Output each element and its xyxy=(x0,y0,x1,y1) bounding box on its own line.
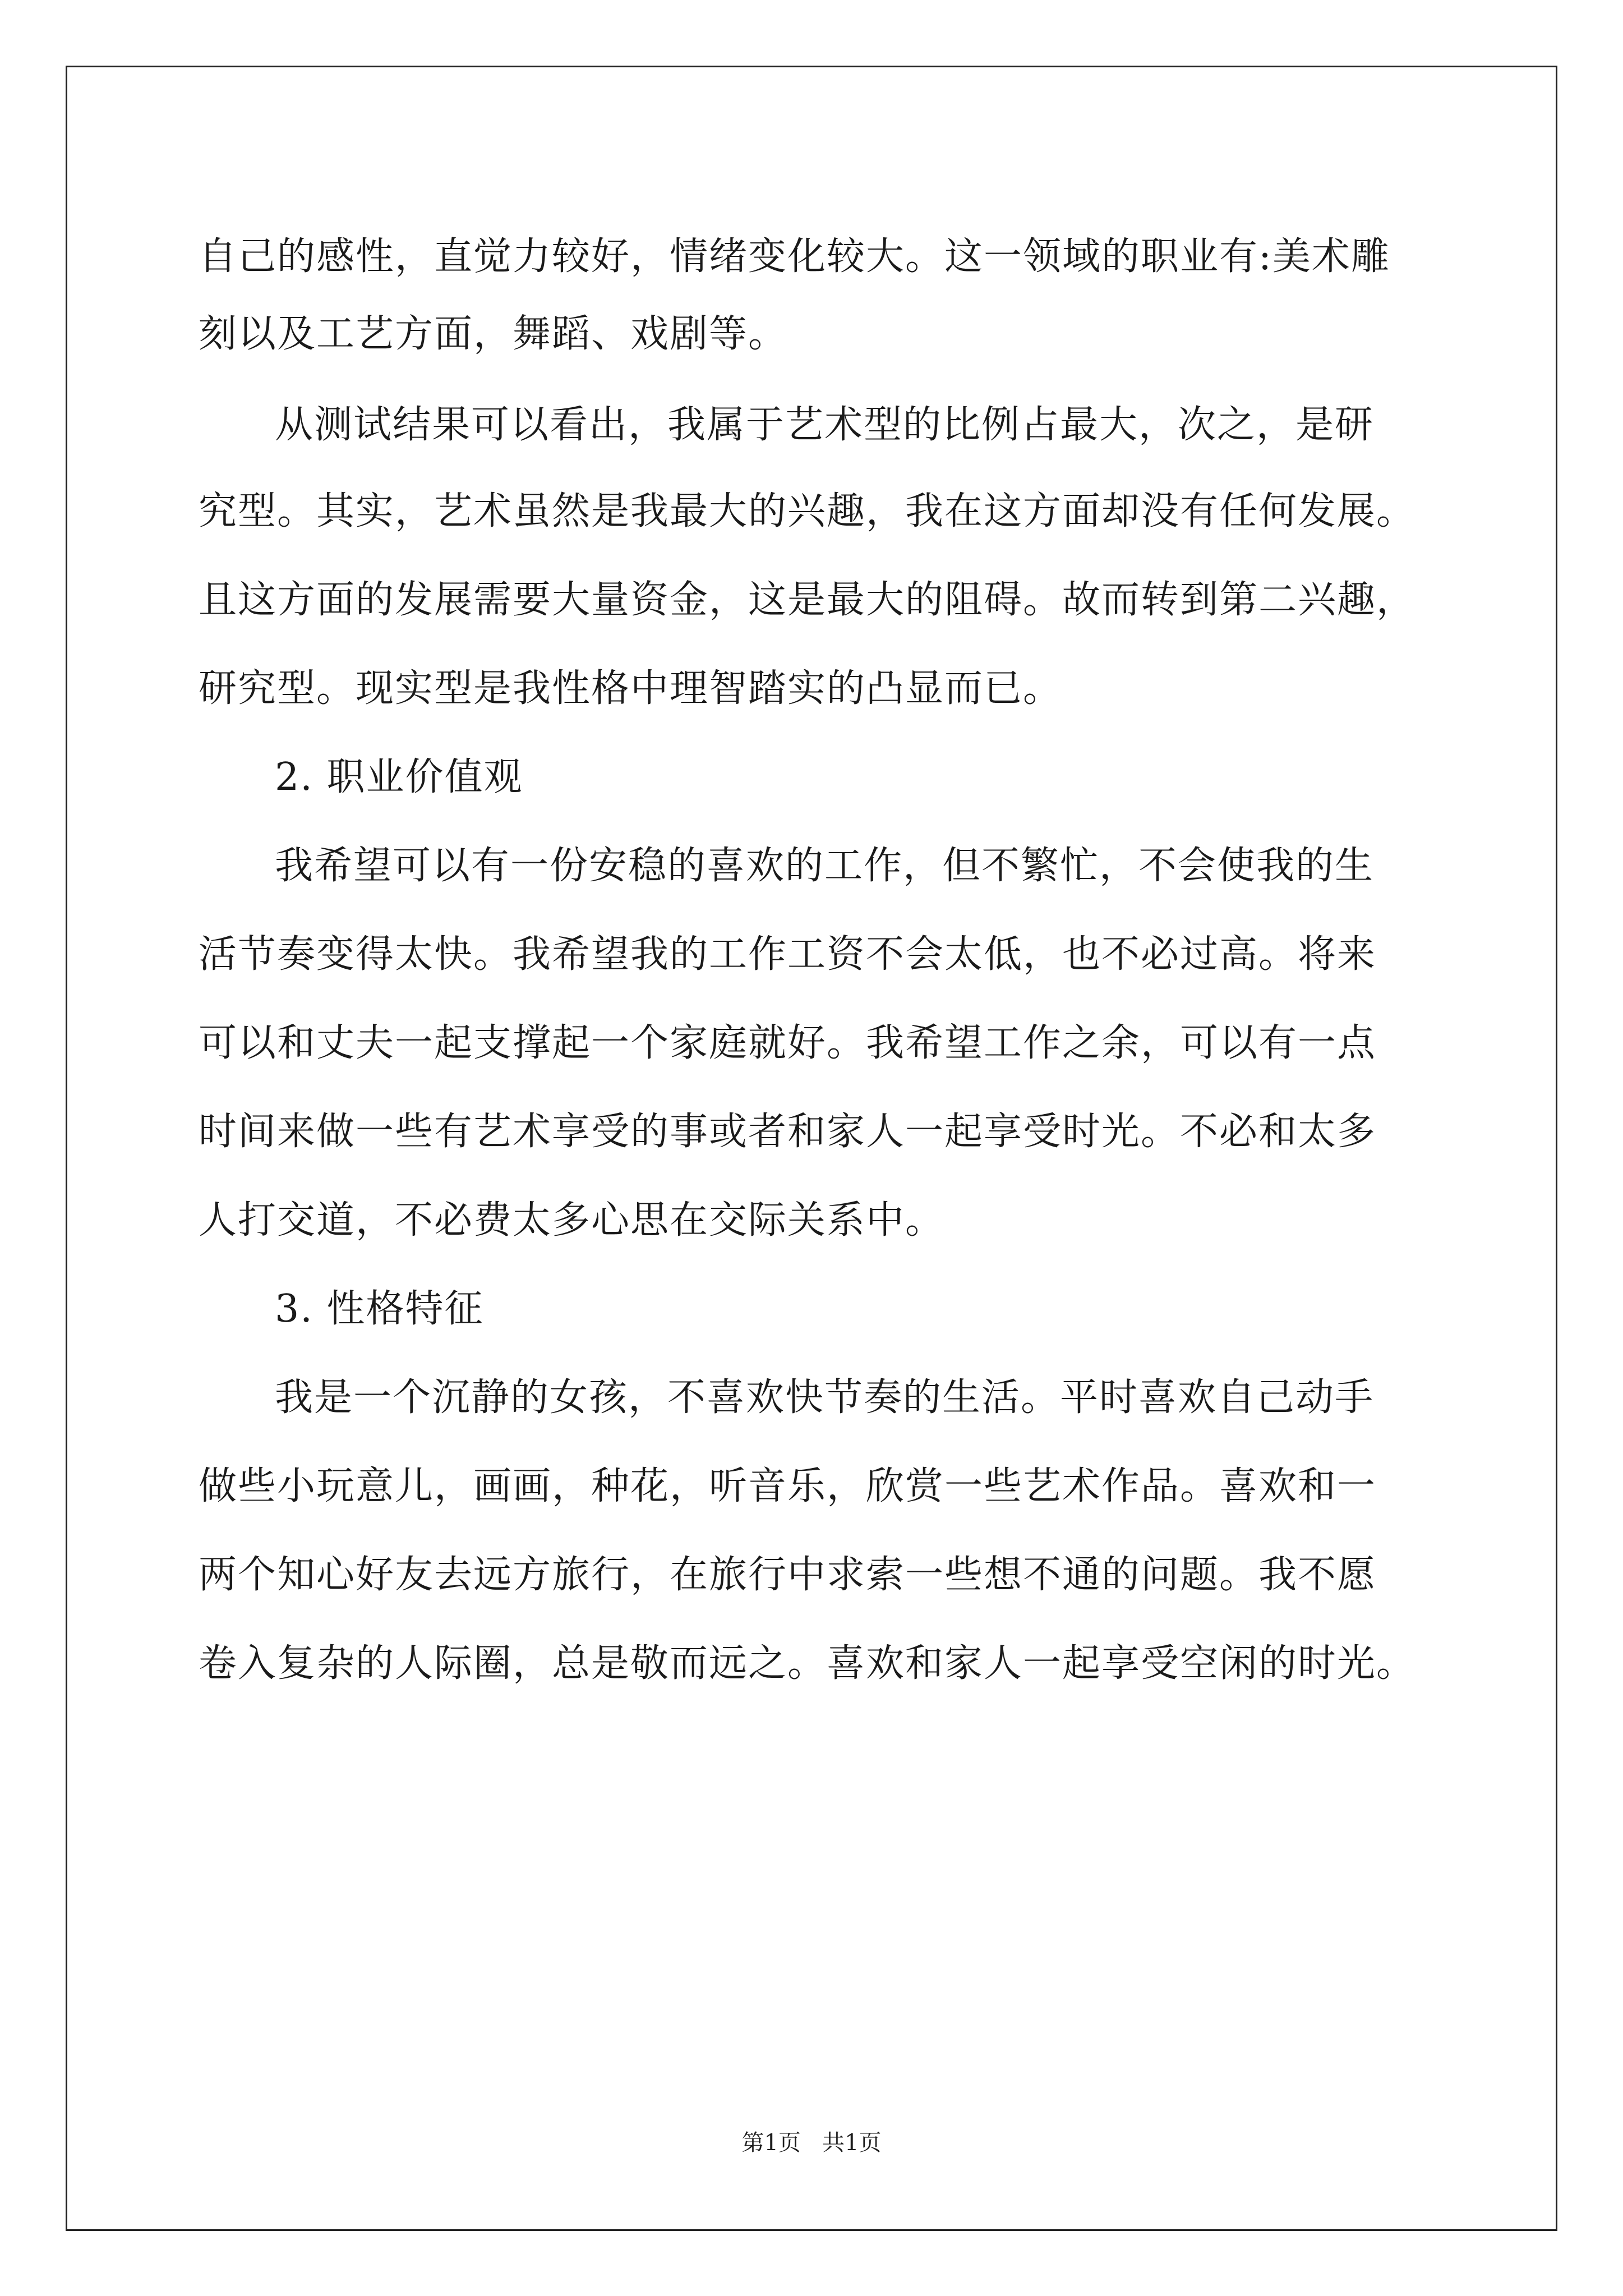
paragraph-start-line: 我希望可以有一份安稳的喜欢的工作，但不繁忙，不会使我的生 xyxy=(275,844,1375,888)
text-line: 人打交道，不必费太多心思在交际关系中。 xyxy=(199,1198,945,1243)
text-line: 做些小玩意儿，画画，种花，听音乐，欣赏一些艺术作品。喜欢和一 xyxy=(199,1464,1377,1508)
text-line: 可以和丈夫一起支撑起一个家庭就好。我希望工作之余，可以有一点 xyxy=(199,1021,1377,1065)
text-line: 卷入复杂的人际圈，总是敬而远之。喜欢和家人一起享受空闲的时光。 xyxy=(199,1641,1416,1686)
paragraph-start-line: 从测试结果可以看出，我属于艺术型的比例占最大，次之，是研 xyxy=(275,403,1375,447)
text-line: 自己的感性，直觉力较好，情绪变化较大。这一领域的职业有:美术雕 xyxy=(199,234,1390,279)
text-line: 活节奏变得太快。我希望我的工作工资不会太低，也不必过高。将来 xyxy=(199,932,1377,977)
text-line: 且这方面的发展需要大量资金，这是最大的阻碍。故而转到第二兴趣， xyxy=(199,578,1416,622)
section-heading: 2. 职业价值观 xyxy=(275,755,523,799)
section-heading: 3. 性格特征 xyxy=(275,1287,484,1331)
paragraph-start-line: 我是一个沉静的女孩，不喜欢快节奏的生活。平时喜欢自己动手 xyxy=(275,1375,1375,1420)
text-line: 究型。其实，艺术虽然是我最大的兴趣，我在这方面却没有任何发展。 xyxy=(199,489,1416,533)
page-footer: 第1页 共1页 xyxy=(741,2130,882,2156)
text-line: 时间来做一些有艺术享受的事或者和家人一起享受时光。不必和太多 xyxy=(199,1110,1377,1154)
text-line: 刻以及工艺方面，舞蹈、戏剧等。 xyxy=(199,312,788,356)
text-line: 研究型。现实型是我性格中理智踏实的凸显而已。 xyxy=(199,666,1063,711)
text-line: 两个知心好友去远方旅行，在旅行中求索一些想不通的问题。我不愿 xyxy=(199,1553,1377,1597)
